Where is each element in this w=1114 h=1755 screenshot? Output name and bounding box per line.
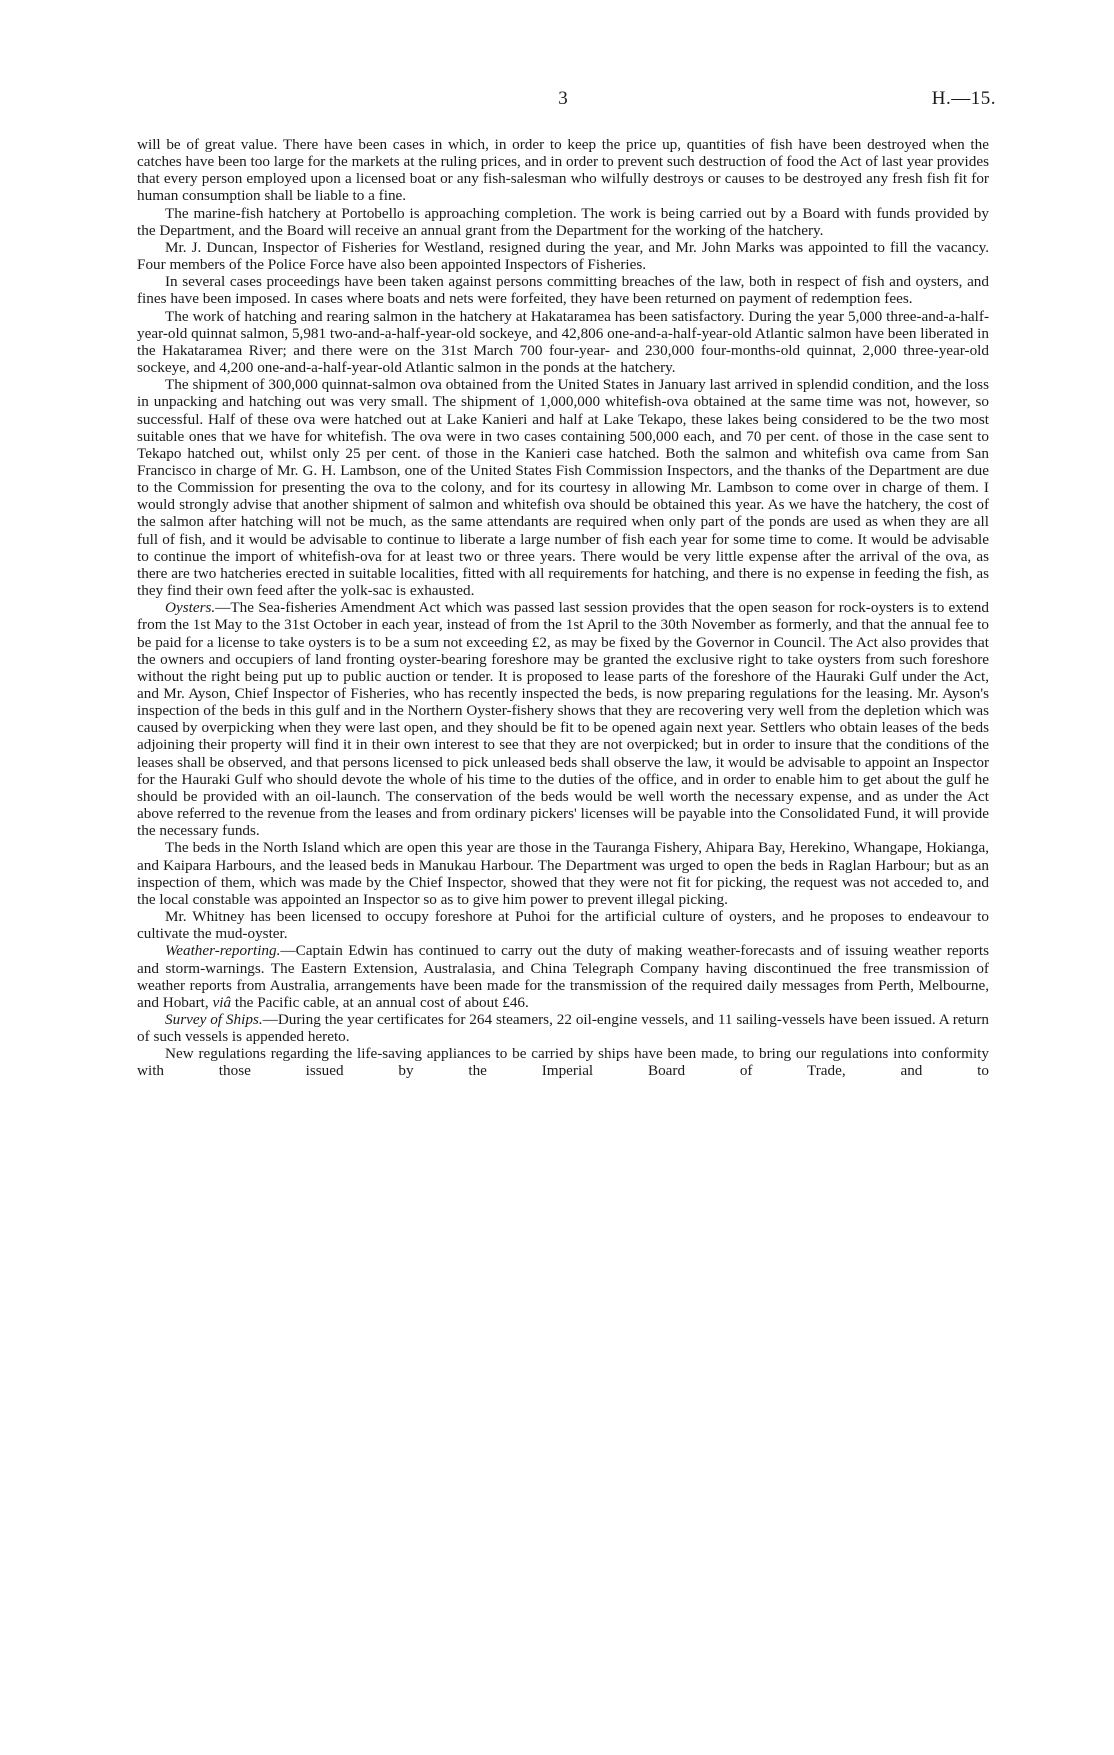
section-heading-survey: Survey of Ships. (165, 1010, 263, 1028)
paragraph-survey-of-ships: Survey of Ships.—During the year certificates for 264 steamers, 22 oil-engine vessels, and 11 sailing-vessels have been issued. A return of such vessels is appended hereto. (137, 1010, 990, 1046)
report-body (137, 136, 989, 1080)
paragraph-ova-shipment: The shipment of 300,000 quinnat-salmon ova obtained from the United States in January last arrived in splendid condition, and the loss in unpacking and hatching out was very small. The shipment of 1,000,000 whitefish-ova obtained at the same time was not, however, so successful. Half of these ova were hatched out at Lake Kanieri and half at Lake Tekapo, these lakes being considered to be the two most suitable ones that we have for whitefish. The ova were in two cases containing 500,000 each, and 70 per cent. of those in the case sent to Tekapo hatched out, whilst only 25 per cent. of those in the Kanieri case hatched. Both the salmon and whitefish ova came from San Francisco in charge of Mr. G. H. Lambson, one of the United States Fish Commission Inspectors, and the thanks of the Department are due to the Commission for presenting the ova to the colony, and for its courtesy in allowing Mr. Lambson to come over in charge of them. I would strongly advise that another shipment of salmon and whitefish ova should be obtained this year. As we have the hatchery, the cost of the salmon after hatching will not be much, as the same attendants are required when only part of the ponds are used as when they are all full of fish, and it would be advisable to continue to liberate a large number of fish each year for some time to come. It would be advisable to continue the import of whitefish-ova for at least two or three years. There would be very little expense after the arrival of the ova, as there are two hatcheries erected in suitable localities, fitted with all requirements for hatching, and there is no expense in feeding the fish, as they find their own feed after the yolk-sac is exhausted. (137, 376, 989, 600)
paragraph-proceedings: In several cases proceedings have been taken against persons committing breaches of the law, both in respect of fish and oysters, and fines have been imposed. In cases where boats and nets were forfeited, they have been returned on payment of redemption fees. (137, 273, 989, 308)
paragraph-puhoi-culture: Mr. Whitney has been licensed to occupy foreshore at Puhoi for the artificial culture of oysters, and he proposes to endeavour to cultivate the mud-oyster. (137, 908, 989, 943)
paragraph-oysters: Oysters.—The Sea-fisheries Amendment Act which was passed last session provides that the open season for rock-oysters is to extend from the 1st May to the 31st October in each year, instead of from the 1st April to the 30th November as formerly, and that the annual fee to be paid for a license to take oysters is to be a sum not exceeding £2, as may be fixed by the Governor in Council. The Act also provides that the owners and occupiers of land fronting oyster-bearing foreshore may be granted the exclusive right to take oysters from such foreshore without the right being put up to public auction or tender. It is proposed to lease parts of the foreshore of the Hauraki Gulf under the Act, and Mr. Ayson, Chief Inspector of Fisheries, who has recently inspected the beds, is now preparing regulations for the leasing. Mr. Ayson's inspection of the beds in this gulf and in the Northern Oyster-fishery shows that they are recovering very well from the depletion which was caused by overpicking when they were last open, and they should be fit to be opened again next year. Settlers who obtain leases of the beds adjoining their property will find it in their own interest to see that they are not overpicked; but in order to insure that the conditions of the leases shall be observed, and that persons licensed to pick unleased beds shall observe the law, it would be advisable to appoint an Inspector for the Hauraki Gulf who should devote the whole of his time to the duties of the office, and in order to enable him to get about the gulf he should be provided with an oil-launch. The conservation of the beds would be well worth the necessary expense, and as under the Act above referred to the revenue from the leases and from ordinary pickers' licenses will be payable into the Consolidated Fund, it will provide the necessary funds. (137, 599, 989, 840)
paragraph-life-saving-regulations: New regulations regarding the life-saving appliances to be carried by ships have been made, to bring our regulations into conformity with those issued by the Imperial Board of Trade, and to (137, 1045, 989, 1080)
paragraph-north-island-beds: The beds in the North Island which are open this year are those in the Tauranga Fishery, Ahipara Bay, Herekino, Whangape, Hokianga, and Kaipara Harbours, and the leased beds in Manukau Harbour. The Department was urged to open the beds in Raglan Harbour; but as an inspection of them, which was made by the Chief Inspector, showed that they were not fit for picking, the request was not acceded to, and the local constable was appointed an Inspector so as to give him power to prevent illegal picking. (137, 839, 989, 908)
paragraph-weather-reporting: Weather-reporting.—Captain Edwin has continued to carry out the duty of making weather-forecasts and of issuing weather reports and storm-warnings. The Eastern Extension, Australasia, and China Telegraph Company having discontinued the free transmission of weather reports from Australia, arrangements have been made for the transmission of the required daily messages from Perth, Melbourne, and Hobart, viâ the Pacific cable, at an annual cost of about £46. (137, 942, 989, 1011)
section-heading-oysters: Oysters. (165, 599, 216, 617)
paragraph-inspectors: Mr. J. Duncan, Inspector of Fisheries for Westland, resigned during the year, and Mr. John Marks was appointed to fill the vacancy. Four members of the Police Force have also been appointed Inspectors of Fisheries. (137, 238, 989, 274)
paragraph-fish-destruction: will be of great value. There have been cases in which, in order to keep the price up, quantities of fish have been destroyed when the catches have been too large for the markets at the ruling prices, and in order to prevent such destruction of food the Act of last year provides that every person employed upon a licensed boat or any fish-salesman who wilfully destroys or causes to be destroyed any fresh fish fit for human consumption shall be liable to a fine. (137, 136, 989, 205)
paragraph-portobello-hatchery: The marine-fish hatchery at Portobello is approaching completion. The work is being carried out by a Board with funds provided by the Department, and the Board will receive an annual grant from the Department for the working of the hatchery. (137, 204, 989, 239)
page-number: 3 (558, 88, 568, 109)
section-heading-weather: Weather-reporting. (165, 942, 281, 960)
paragraph-hakataramea-hatchery: The work of hatching and rearing salmon in the hatchery at Hakataramea has been satisfactory. During the year 5,000 three-and-a-half-year-old quinnat salmon, 5,981 two-and-a-half-year-old sockeye, and 42,806 one-and-a-half-year-old Atlantic salmon have been liberated in the Hakataramea River; and there were on the 31st March 700 four-year- and 230,000 four-months-old quinnat, 2,000 three-year-old sockeye, and 4,200 one-and-a-half-year-old Atlantic salmon in the ponds at the hatchery. (137, 307, 989, 377)
document-reference: H.—15. (931, 88, 996, 109)
